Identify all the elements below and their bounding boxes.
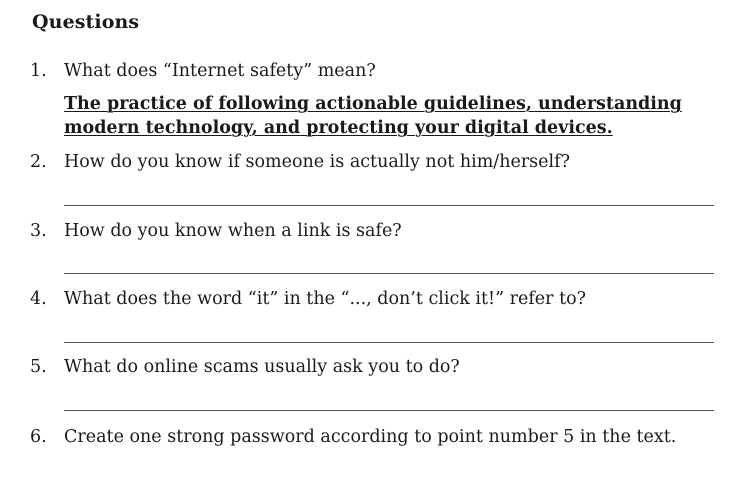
question-number: 2. [30,152,47,172]
answer-line-5[interactable] [64,410,714,411]
question-2 [30,150,720,174]
question-text: What do online scams usually ask you to do? [64,357,460,377]
question-3 [30,219,720,243]
question-text: What does “Internet safety” mean? [64,61,376,81]
question-number: 1. [30,61,47,81]
question-6 [30,425,690,449]
question-number: 6. [30,427,47,447]
question-text: What does the word “it” in the “..., don’t click it!” refer to? [64,289,587,309]
answer-line-3[interactable] [64,273,714,274]
question-text: Create one strong password according to point number 5 in the text. [64,427,677,447]
question-text: How do you know when a link is safe? [64,221,402,241]
section-heading: Questions [32,11,140,33]
question-text: How do you know if someone is actually not him/herself? [64,152,570,172]
question-5 [30,355,720,379]
answer-1: The practice of following actionable guidelines, understanding modern technology, and protecting your digital devices. [64,94,682,138]
question-1 [30,59,720,83]
question-number: 3. [30,221,47,241]
answer-line-2[interactable] [64,205,714,206]
question-number: 4. [30,289,47,309]
question-number: 5. [30,357,47,377]
question-4 [30,287,720,311]
answer-line-4[interactable] [64,342,714,343]
